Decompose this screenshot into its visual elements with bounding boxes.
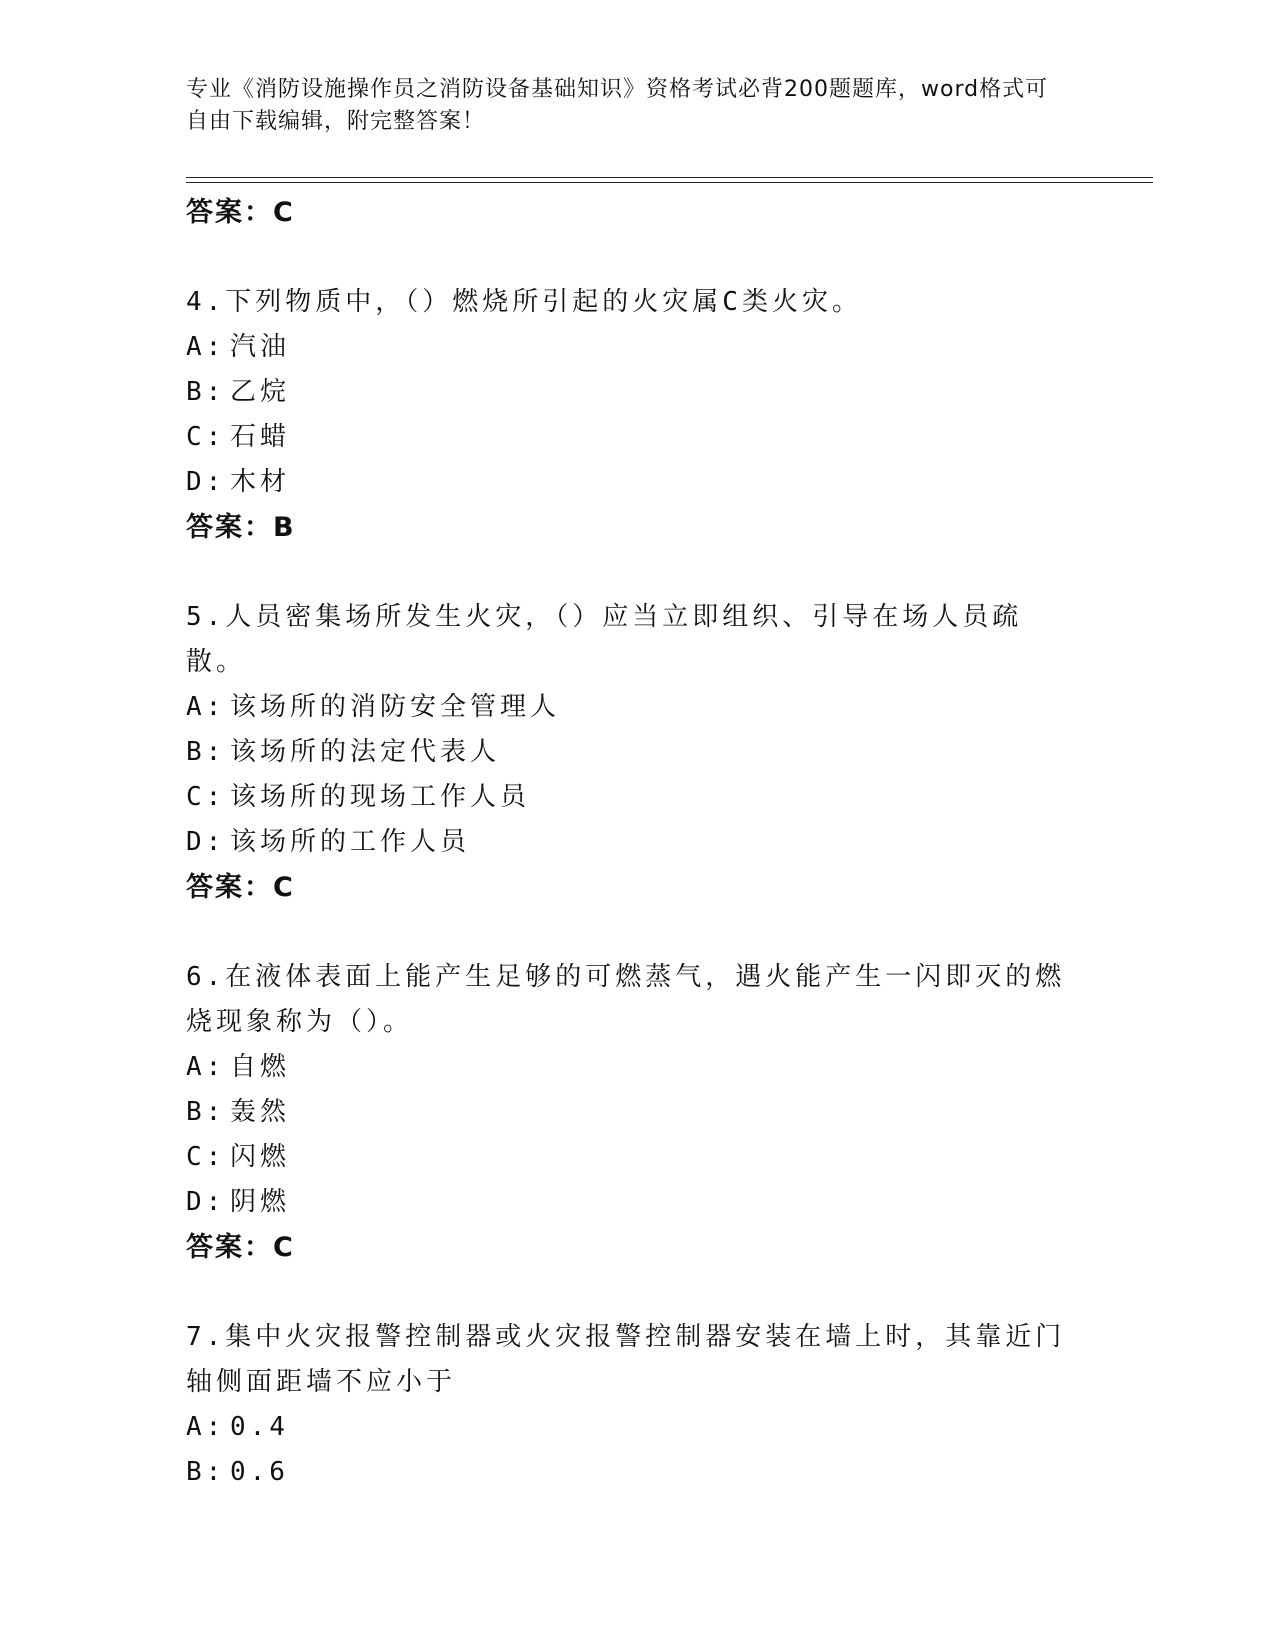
option-b: [186, 370, 1086, 415]
option-c: [186, 415, 1086, 460]
option-letter: C:: [186, 422, 226, 452]
option-text: 轰然: [230, 1097, 291, 1127]
option-text: 乙烷: [230, 377, 291, 407]
option-text: 自燃: [230, 1052, 291, 1082]
option-c: [186, 775, 1086, 820]
option-letter: B:: [186, 1097, 226, 1127]
option-letter: B:: [186, 377, 226, 407]
option-b: [186, 1450, 1086, 1495]
question-answer: 答案：C: [186, 1232, 295, 1263]
option-letter: D:: [186, 467, 226, 497]
question-answer: 答案：C: [186, 872, 295, 903]
question-4: [186, 280, 1086, 550]
option-text: 该场所的消防安全管理人: [230, 692, 561, 722]
question-text: 6.在液体表面上能产生足够的可燃蒸气，遇火能产生一闪即灭的燃烧现象称为（）。: [186, 962, 1066, 1037]
option-text: 0.4: [230, 1412, 289, 1442]
option-letter: B:: [186, 1457, 226, 1487]
question-answer: 答案：B: [186, 512, 296, 543]
option-text: 该场所的工作人员: [230, 827, 471, 857]
option-letter: C:: [186, 782, 226, 812]
question-7: [186, 1315, 1086, 1495]
option-a: [186, 685, 1086, 730]
question-list: [186, 190, 1086, 1495]
option-letter: D:: [186, 1187, 226, 1217]
previous-answer: 答案：C: [186, 197, 295, 228]
option-text: 木材: [230, 467, 291, 497]
option-letter: A:: [186, 1052, 226, 1082]
option-letter: C:: [186, 1142, 226, 1172]
question-5: [186, 595, 1086, 910]
question-6: [186, 955, 1086, 1270]
option-letter: A:: [186, 1412, 226, 1442]
option-letter: A:: [186, 332, 226, 362]
option-d: [186, 1180, 1086, 1225]
option-text: 闪燃: [230, 1142, 291, 1172]
option-b: [186, 730, 1086, 775]
option-d: [186, 820, 1086, 865]
document-header: 专业《消防设施操作员之消防设备基础知识》资格考试必背200题题库，word格式可自由下载编辑，附完整答案！: [186, 77, 1049, 134]
option-letter: B:: [186, 737, 226, 767]
option-text: 0.6: [230, 1457, 289, 1487]
option-letter: D:: [186, 827, 226, 857]
option-letter: A:: [186, 692, 226, 722]
option-text: 汽油: [230, 332, 291, 362]
header-rule-top: [186, 177, 1153, 178]
question-text: 5.人员密集场所发生火灾，（）应当立即组织、引导在场人员疏散。: [186, 602, 1023, 677]
option-a: [186, 325, 1086, 370]
header-rule-bottom: [186, 182, 1153, 183]
option-c: [186, 1135, 1086, 1180]
option-text: 石蜡: [230, 422, 291, 452]
question-text: 4.下列物质中，（）燃烧所引起的火灾属C类火灾。: [186, 287, 862, 317]
option-text: 该场所的现场工作人员: [230, 782, 531, 812]
option-b: [186, 1090, 1086, 1135]
option-a: [186, 1045, 1086, 1090]
question-text: 7.集中火灾报警控制器或火灾报警控制器安装在墙上时，其靠近门轴侧面距墙不应小于: [186, 1322, 1066, 1397]
option-d: [186, 460, 1086, 505]
option-a: [186, 1405, 1086, 1450]
option-text: 阴燃: [230, 1187, 291, 1217]
option-text: 该场所的法定代表人: [230, 737, 501, 767]
